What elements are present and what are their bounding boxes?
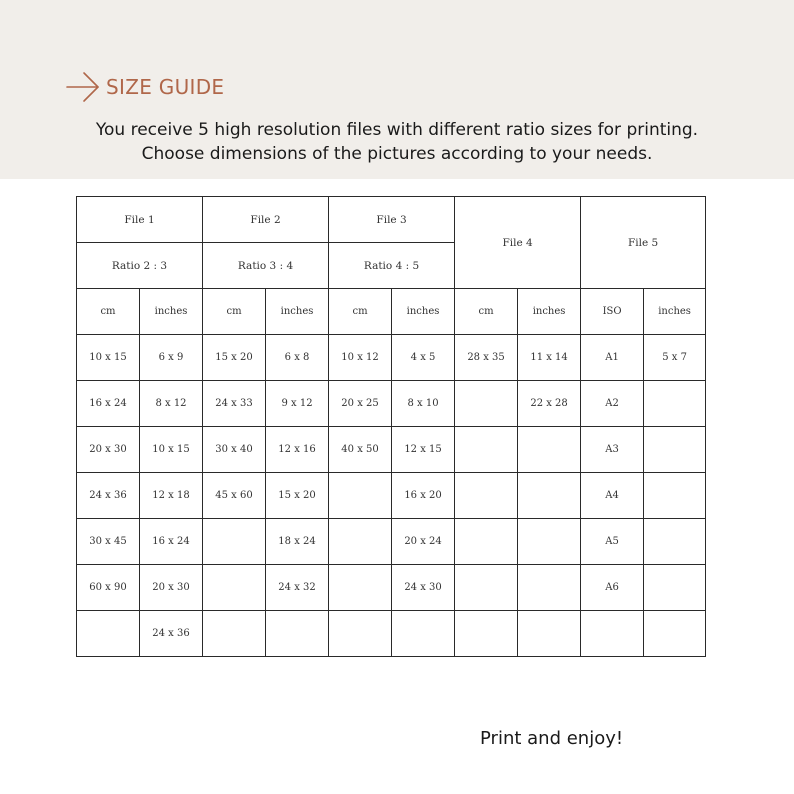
- table-cell: 24 x 32: [266, 565, 329, 611]
- unit-header-row: [77, 289, 706, 335]
- table-row: [77, 473, 706, 519]
- table-cell: 9 x 12: [266, 381, 329, 427]
- file-header-row: [77, 197, 706, 243]
- table-cell: 30 x 45: [77, 519, 140, 565]
- table-cell: [518, 611, 581, 657]
- table-cell: A1: [581, 335, 644, 381]
- table-cell: A4: [581, 473, 644, 519]
- page-title: SIZE GUIDE: [106, 75, 225, 99]
- size-table: [76, 196, 706, 657]
- table-cell: [203, 565, 266, 611]
- table-cell: [266, 611, 329, 657]
- table-cell: 20 x 25: [329, 381, 392, 427]
- table-cell: 5 x 7: [644, 335, 706, 381]
- table-cell: [581, 611, 644, 657]
- header-band: [0, 0, 794, 179]
- table-cell: A5: [581, 519, 644, 565]
- table-cell: [518, 565, 581, 611]
- table-cell: [329, 519, 392, 565]
- table-cell: 24 x 36: [140, 611, 203, 657]
- table-cell: 15 x 20: [266, 473, 329, 519]
- table-cell: A3: [581, 427, 644, 473]
- table-cell: [329, 565, 392, 611]
- table-cell: [518, 473, 581, 519]
- table-cell: [455, 427, 518, 473]
- unit-header: inches: [266, 289, 329, 335]
- table-cell: [644, 427, 706, 473]
- file-4-header: File 4: [455, 197, 581, 289]
- table-cell: 20 x 30: [77, 427, 140, 473]
- arrow-right-icon: [66, 70, 102, 104]
- unit-header: ISO: [581, 289, 644, 335]
- table-cell: 24 x 30: [392, 565, 455, 611]
- table-row: [77, 519, 706, 565]
- unit-header: inches: [140, 289, 203, 335]
- table-cell: [203, 519, 266, 565]
- table-cell: 10 x 12: [329, 335, 392, 381]
- table-cell: A6: [581, 565, 644, 611]
- unit-header: cm: [203, 289, 266, 335]
- table-cell: 11 x 14: [518, 335, 581, 381]
- table-row: [77, 565, 706, 611]
- unit-header: cm: [455, 289, 518, 335]
- table-cell: [518, 519, 581, 565]
- ratio-1-header: Ratio 2 : 3: [77, 243, 203, 289]
- table-cell: [455, 611, 518, 657]
- file-5-header: File 5: [581, 197, 706, 289]
- table-cell: 8 x 10: [392, 381, 455, 427]
- table-cell: [518, 427, 581, 473]
- table-cell: 28 x 35: [455, 335, 518, 381]
- table-cell: [644, 611, 706, 657]
- title-row: [66, 70, 224, 104]
- unit-header: cm: [77, 289, 140, 335]
- table-cell: 8 x 12: [140, 381, 203, 427]
- file-3-header: File 3: [329, 197, 455, 243]
- table-cell: [392, 611, 455, 657]
- table-cell: [329, 611, 392, 657]
- table-cell: 16 x 24: [140, 519, 203, 565]
- table-row: [77, 335, 706, 381]
- table-cell: 4 x 5: [392, 335, 455, 381]
- table-cell: [644, 519, 706, 565]
- footer-text: Print and enjoy!: [480, 728, 624, 749]
- table-cell: 12 x 16: [266, 427, 329, 473]
- table-cell: 18 x 24: [266, 519, 329, 565]
- table-row: [77, 611, 706, 657]
- table-cell: [644, 565, 706, 611]
- table-cell: 30 x 40: [203, 427, 266, 473]
- intro-line-1: You receive 5 high resolution files with different ratio sizes for printing.: [95, 120, 699, 140]
- table-cell: [455, 473, 518, 519]
- unit-header: cm: [329, 289, 392, 335]
- table-cell: [77, 611, 140, 657]
- intro-line-2: Choose dimensions of the pictures according to your needs.: [141, 144, 653, 164]
- table-cell: [455, 519, 518, 565]
- table-cell: 40 x 50: [329, 427, 392, 473]
- table-cell: 20 x 24: [392, 519, 455, 565]
- table-cell: 24 x 33: [203, 381, 266, 427]
- table-cell: 12 x 18: [140, 473, 203, 519]
- file-2-header: File 2: [203, 197, 329, 243]
- table-cell: 15 x 20: [203, 335, 266, 381]
- table-cell: 20 x 30: [140, 565, 203, 611]
- table-cell: 60 x 90: [77, 565, 140, 611]
- table-cell: 22 x 28: [518, 381, 581, 427]
- table-cell: 12 x 15: [392, 427, 455, 473]
- table-cell: 45 x 60: [203, 473, 266, 519]
- table-cell: [644, 381, 706, 427]
- table-cell: 24 x 36: [77, 473, 140, 519]
- table-row: [77, 381, 706, 427]
- table-cell: 16 x 24: [77, 381, 140, 427]
- table-cell: A2: [581, 381, 644, 427]
- table-cell: [455, 381, 518, 427]
- table-cell: [203, 611, 266, 657]
- table-cell: 6 x 9: [140, 335, 203, 381]
- intro-text: [0, 118, 794, 166]
- unit-header: inches: [392, 289, 455, 335]
- table-row: [77, 427, 706, 473]
- table-cell: 6 x 8: [266, 335, 329, 381]
- table-cell: [455, 565, 518, 611]
- table-cell: 16 x 20: [392, 473, 455, 519]
- ratio-3-header: Ratio 4 : 5: [329, 243, 455, 289]
- unit-header: inches: [518, 289, 581, 335]
- ratio-2-header: Ratio 3 : 4: [203, 243, 329, 289]
- table-cell: 10 x 15: [77, 335, 140, 381]
- table-cell: [644, 473, 706, 519]
- unit-header: inches: [644, 289, 706, 335]
- file-1-header: File 1: [77, 197, 203, 243]
- table-cell: [329, 473, 392, 519]
- table-cell: 10 x 15: [140, 427, 203, 473]
